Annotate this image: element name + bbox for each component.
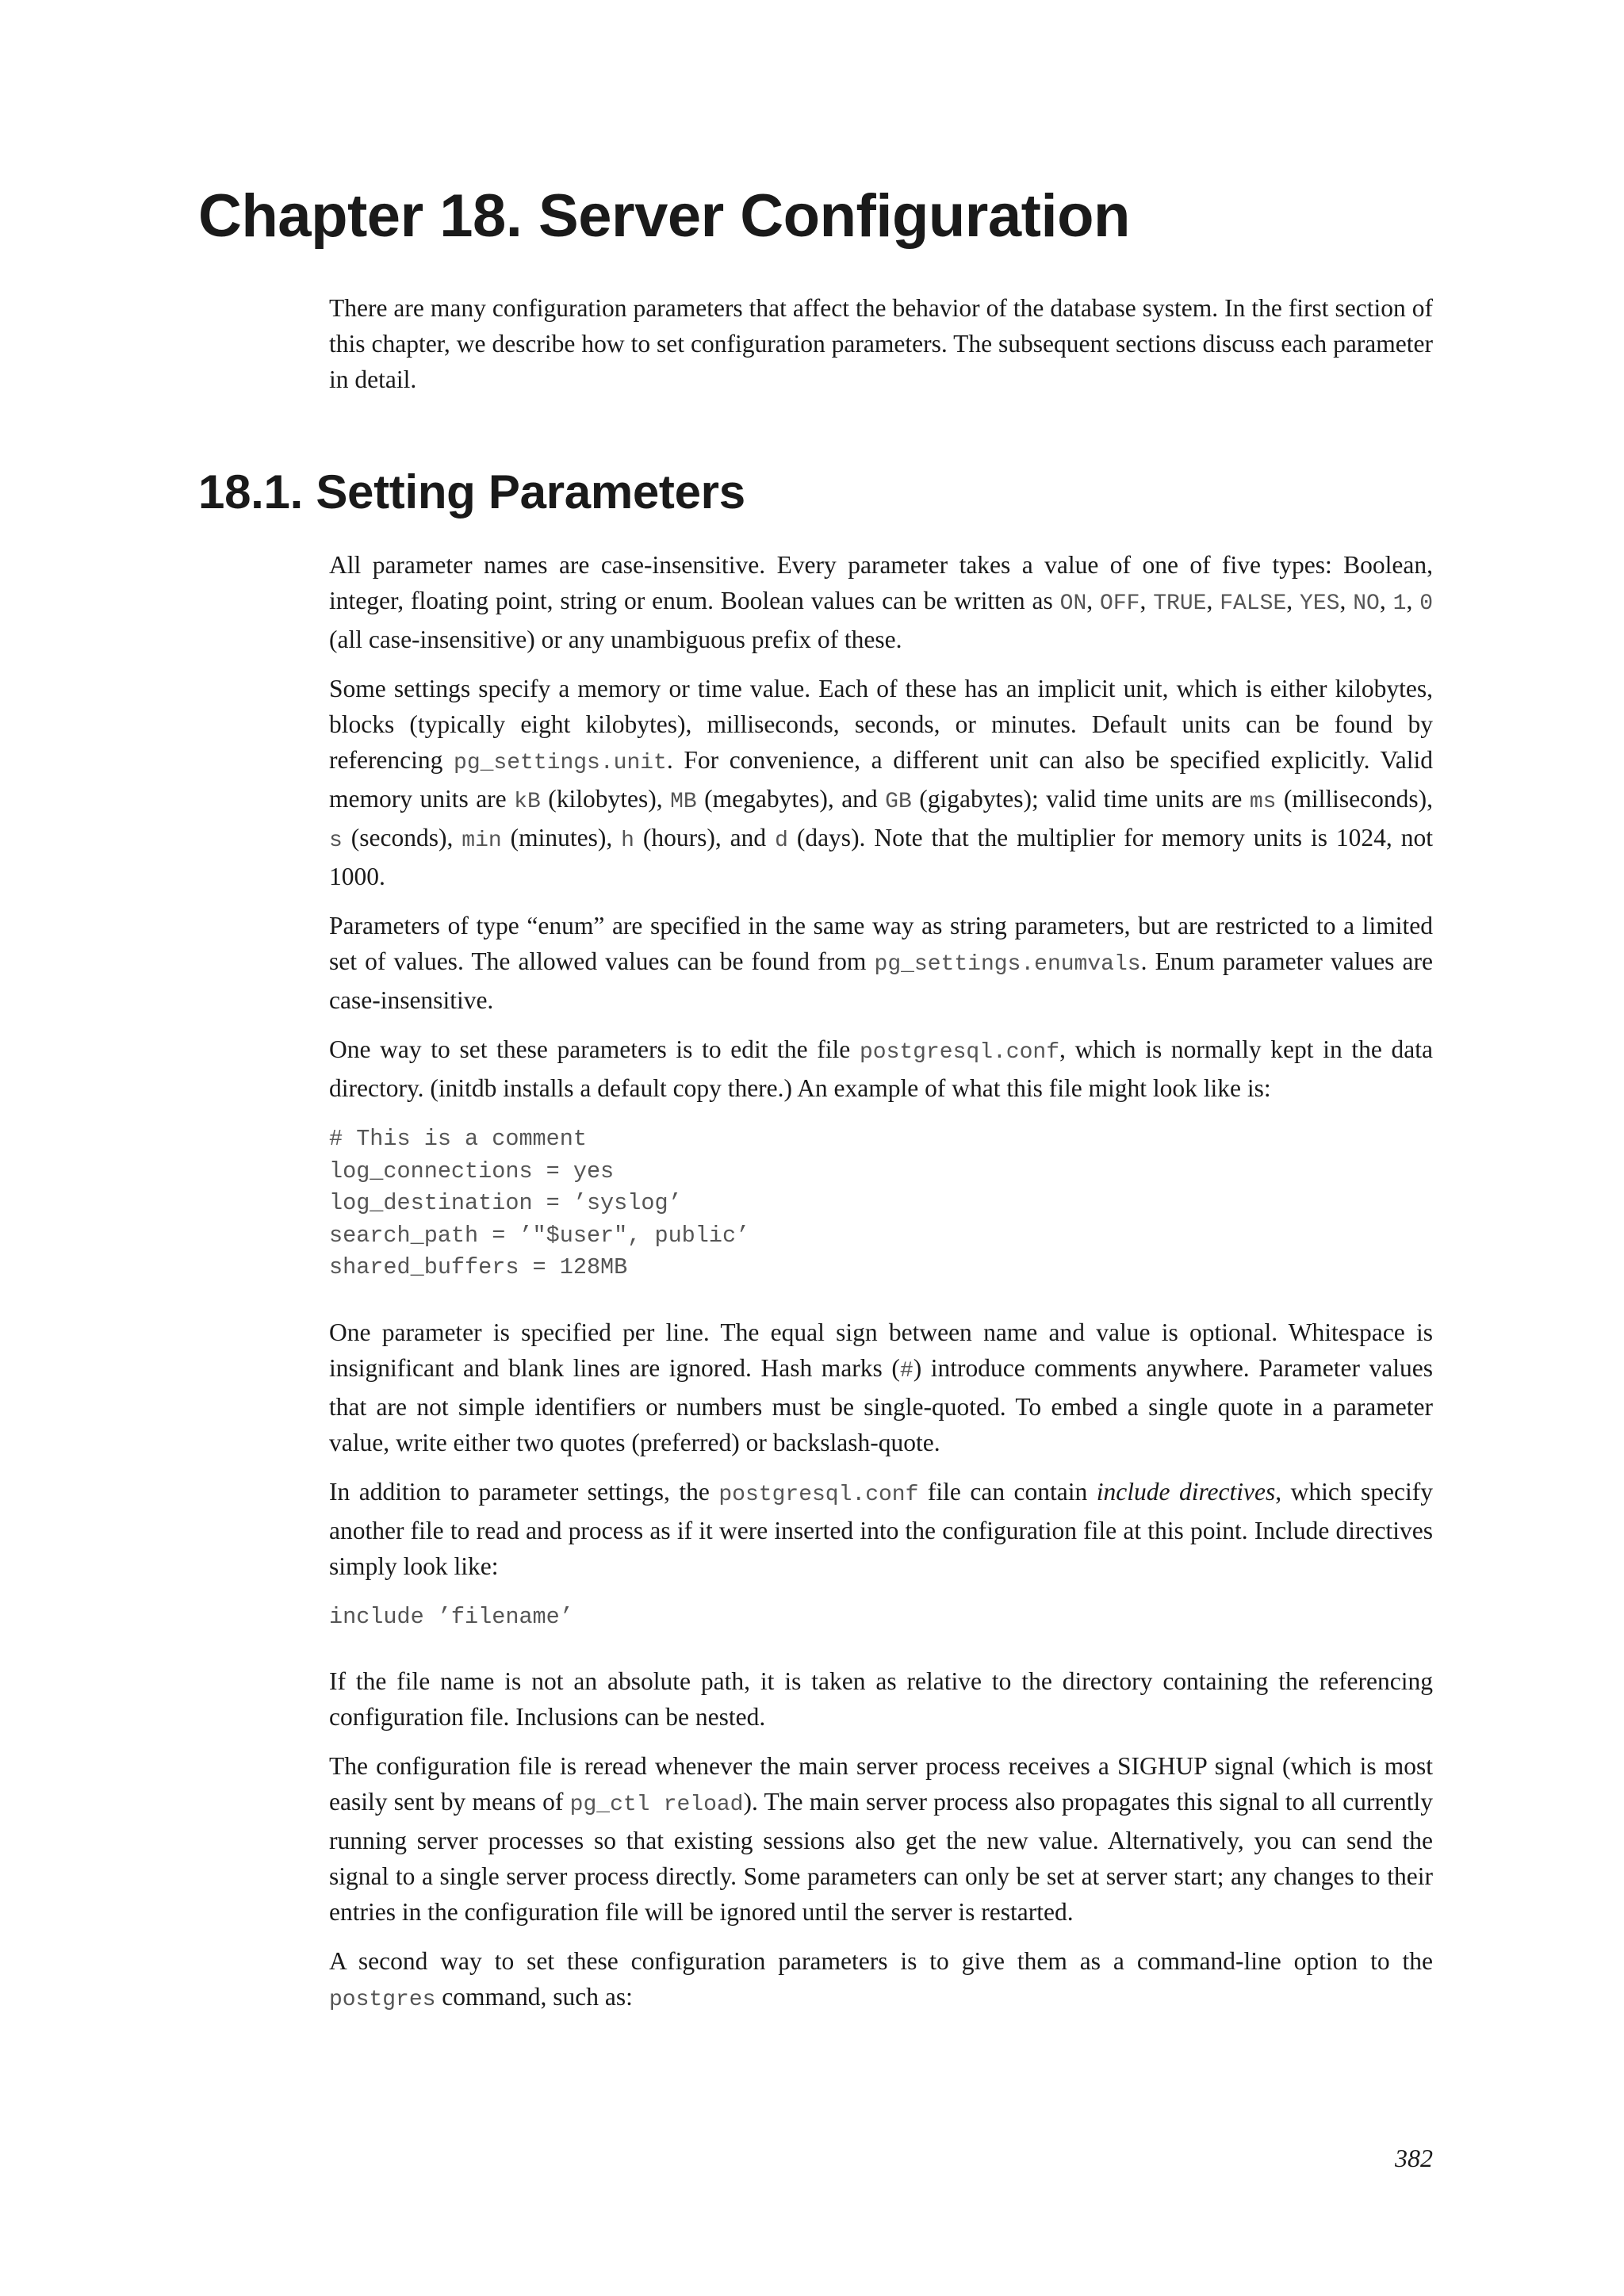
- inline-code: NO: [1353, 591, 1380, 616]
- inline-code: h: [621, 828, 634, 853]
- chapter-intro: [329, 290, 1433, 397]
- inline-code: min: [462, 828, 502, 853]
- inline-code: OFF: [1100, 591, 1140, 616]
- paragraph-sighup: The configuration file is reread whenever the main server process receives a SIGHUP signal (which is most easily sent by means of pg_ctl reload). The main server process also propagates this signal to all currently running server processes so that existing sessions also get the new value. Alternatively, you can send the signal to a single server process directly. Some parameters can only be set at server start; any changes to their entries in the configuration file will be ignored until the server is restarted.: [329, 1752, 1433, 1926]
- paragraph-units: Some settings specify a memory or time value. Each of these has an implicit unit, which is either kilobytes, blocks (typically eight kilobytes), milliseconds, seconds, or minutes. Default units can be found by referencing pg_settings.unit. For convenience, a different unit can also be specified explicitly. Valid memory units are kB (kilobytes), MB (megabytes), and GB (gigabytes); valid time units are ms (milliseconds), s (seconds), min (minutes), h (hours), and d (days). Note that the multiplier for memory units is 1024, not 1000.: [329, 675, 1433, 890]
- chapter-title: Chapter 18. Server Configuration: [198, 182, 1130, 250]
- inline-code: s: [329, 828, 343, 853]
- inline-code: ms: [1249, 790, 1277, 814]
- paragraph-parameter-types: All parameter names are case-insensitive. Every parameter takes a value of one of five types: Boolean, integer, floating point, string or enum. Boolean values can be written as ON, OFF, TRUE, FALSE, YES, NO, 1, 0 (all case-insensitive) or any unambiguous prefix of these.: [329, 551, 1434, 653]
- page-number: 382: [1395, 2144, 1433, 2172]
- inline-code: FALSE: [1220, 591, 1287, 616]
- intro-paragraph: There are many configuration parameters that affect the behavior of the database system. In the first section of this chapter, we describe how to set configuration parameters. The subsequent sections discuss each parameter in detail.: [329, 294, 1433, 393]
- section-title: 18.1. Setting Parameters: [198, 465, 745, 519]
- inline-code: ON: [1059, 591, 1087, 616]
- section-body: [329, 547, 1433, 2018]
- config-example-code-block: # This is a comment log_connections = yes log_destination = ’syslog’ search_path = ’"$user", public’ shared_buffers = 128MB: [329, 1126, 750, 1280]
- inline-code: pg_settings.enumvals: [874, 952, 1141, 977]
- inline-code: #: [899, 1358, 914, 1383]
- paragraph-config-file: One way to set these parameters is to edit the file postgresql.conf, which is normally kept in the data directory. (initdb installs a default copy there.) An example of what this file might look like is:: [329, 1035, 1434, 1102]
- paragraph-syntax: One parameter is specified per line. The equal sign between name and value is optional. Whitespace is insignificant and blank lines are ignored. Hash marks (#) introduce comments anywhere. Parameter values that are not simple identifiers or numbers must be single-quoted. To embed a single quote in a parameter value, write either two quotes (preferred) or backslash-quote.: [329, 1318, 1433, 1456]
- inline-code: 0: [1419, 591, 1434, 616]
- paragraph-include-directives: In addition to parameter settings, the postgresql.conf file can contain include directives, which specify another file to read and process as if it were inserted into the configuration file at this point. Include directives simply look like:: [329, 1477, 1434, 1580]
- paragraph-enum: Parameters of type “enum” are specified in the same way as string parameters, but are restricted to a limited set of values. The allowed values can be found from pg_settings.enumvals. Enum parameter values are case-insensitive.: [329, 912, 1433, 1014]
- inline-code: GB: [885, 790, 912, 814]
- paragraph-relative-path: If the file name is not an absolute path, it is taken as relative to the directory containing the referencing configuration file. Inclusions can be nested.: [329, 1667, 1433, 1731]
- emphasis: include directives: [1096, 1477, 1276, 1506]
- paragraph-command-line: A second way to set these configuration parameters is to give them as a command-line option to the postgres command, such as:: [329, 1947, 1433, 2012]
- inline-code: TRUE: [1153, 591, 1207, 616]
- inline-code: kB: [514, 790, 541, 814]
- inline-code: postgresql.conf: [859, 1040, 1060, 1065]
- inline-code: postgresql.conf: [718, 1482, 919, 1507]
- inline-code: d: [775, 828, 788, 853]
- include-example-code-block: include ’filename’: [329, 1603, 573, 1630]
- inline-code: 1: [1392, 591, 1407, 616]
- inline-code: YES: [1300, 591, 1340, 616]
- inline-code: MB: [670, 790, 697, 814]
- inline-code: postgres: [329, 1988, 436, 2012]
- inline-code: pg_settings.unit: [454, 751, 667, 775]
- inline-code: pg_ctl reload: [569, 1793, 744, 1817]
